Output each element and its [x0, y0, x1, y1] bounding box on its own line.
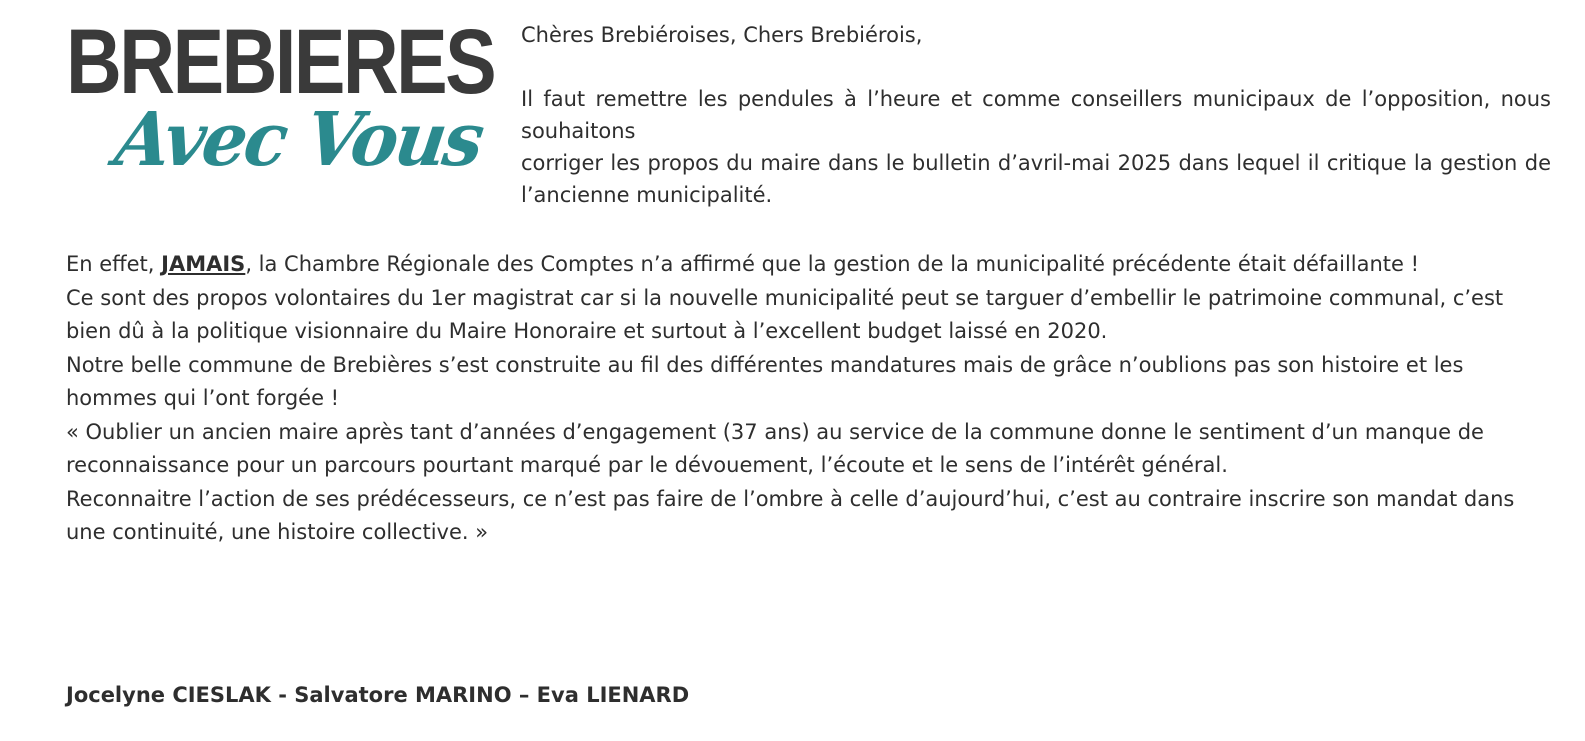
logo-script-tagline: Avec Vous — [110, 97, 487, 183]
emphasis-jamais: JAMAIS — [161, 252, 246, 276]
paragraph-3: Notre belle commune de Brebières s’est construite au fil des différentes mandatures mais de grâce n’oublions pas son histoire et les hommes qui l’ont forgée ! — [66, 352, 1464, 410]
spacer — [521, 51, 1551, 83]
paragraph-4-quote: « Oublier un ancien maire après tant d’années d’engagement (37 ans) au service de la commune donne le sentiment d’un manque de reconnaissance pour un parcours pourtant marqué par le dévouement, l’écoute et le sens de l’intérêt général. — [66, 419, 1484, 477]
greeting: Chères Brebiéroises, Chers Brebiérois, — [521, 23, 923, 47]
paragraph-5-quote: Reconnaitre l’action de ses prédécesseurs, ce n’est pas faire de l’ombre à celle d’aujourd’hui, c’est au contraire inscrire son mandat dans une continuité, une histoire collective. » — [66, 486, 1515, 544]
body-text — [66, 248, 1526, 550]
signature: Jocelyne CIESLAK - Salvatore MARINO – Eva LIENARD — [66, 683, 690, 707]
brebieres-avec-vous-logo — [66, 11, 516, 194]
paragraph-1-end: , la Chambre Régionale des Comptes n’a affirmé que la gestion de la municipalité précédente était défaillante ! — [245, 252, 1420, 276]
intro-line-2: corriger les propos du maire dans le bulletin d’avril-mai 2025 dans lequel il critique la gestion de l’ancienne municipalité. — [521, 151, 1551, 207]
paragraph-1 — [66, 248, 1526, 282]
intro-block — [521, 19, 1551, 211]
paragraph-1-start: En effet, — [66, 252, 162, 276]
logo-wordmark: BREBIERES — [66, 11, 495, 113]
intro-line-1: Il faut remettre les pendules à l’heure et comme conseillers municipaux de l’opposition, nous souhaitons — [521, 87, 1551, 143]
paragraph-2: Ce sont des propos volontaires du 1er magistrat car si la nouvelle municipalité peut se targuer d’embellir le patrimoine communal, c’est bien dû à la politique visionnaire du Maire Honoraire et surtout à l’excellent budget laissé en 2020. — [66, 285, 1504, 343]
